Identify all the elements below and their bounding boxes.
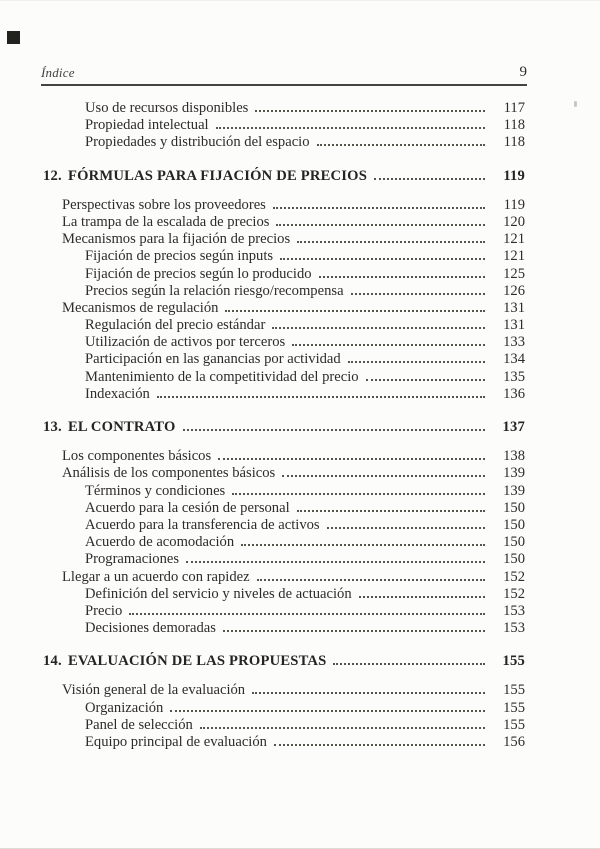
toc-row: [43, 419, 525, 436]
entry-label: Utilización de activos por terceros: [85, 334, 286, 351]
toc-row: [43, 448, 525, 465]
entry-label: Mantenimiento de la competitividad del precio: [85, 368, 359, 385]
entry-page: 118: [503, 117, 525, 134]
entry-page: 138: [503, 448, 525, 465]
dot-leader: [183, 429, 486, 431]
toc-row: [43, 117, 525, 134]
entry-page: 139: [503, 482, 525, 499]
toc-row: [43, 100, 525, 117]
entry-label: Propiedades y distribución del espacio: [85, 134, 310, 151]
entry-page: 120: [503, 213, 525, 230]
chapter-number: 14.: [43, 653, 62, 670]
toc-row: [43, 717, 525, 734]
toc-row: [43, 734, 525, 751]
entry-label: Propiedad intelectual: [85, 117, 209, 134]
entry-label: Perspectivas sobre los proveedores: [62, 196, 266, 213]
dot-leader: [317, 144, 485, 146]
toc-row: [43, 517, 525, 534]
dot-leader: [274, 744, 485, 746]
dot-leader: [186, 561, 485, 563]
entry-label: Equipo principal de evaluación: [85, 734, 267, 750]
toc-row: [43, 682, 525, 699]
dot-leader: [129, 613, 485, 615]
entry-page: 155: [503, 716, 525, 733]
corner-mark: [7, 31, 20, 44]
entry-label: La trampa de la escalada de precios: [62, 213, 270, 230]
dot-leader: [252, 692, 485, 694]
entry-label: Análisis de los componentes básicos: [62, 465, 276, 482]
dot-leader: [297, 510, 485, 512]
entry-label: EVALUACIÓN DE LAS PROPUESTAS: [68, 653, 327, 670]
dot-leader: [272, 327, 485, 329]
entry-label: Mecanismos de regulación: [62, 299, 219, 316]
chapter-number: 13.: [43, 419, 62, 435]
entry-page: 131: [503, 299, 525, 316]
toc-row: [43, 283, 525, 300]
entry-page: 150: [503, 516, 525, 533]
entry-page: 117: [503, 100, 525, 116]
entry-page: 152: [503, 585, 525, 602]
running-header: [41, 64, 527, 86]
entry-label: Programaciones: [85, 551, 180, 568]
entry-label: Términos y condiciones: [85, 482, 226, 499]
dot-leader: [218, 458, 485, 460]
toc-row: [43, 700, 525, 717]
dot-leader: [280, 258, 485, 260]
dot-leader: [333, 663, 485, 665]
toc-row: [43, 369, 525, 386]
entry-page: 150: [503, 499, 525, 516]
scan-speck: [574, 101, 577, 107]
entry-page: 125: [503, 265, 525, 282]
entry-page: 139: [503, 465, 525, 482]
toc-row: [43, 214, 525, 231]
dot-leader: [200, 727, 485, 729]
toc-row: [43, 586, 525, 603]
entry-label: Precios según la relación riesgo/recompensa: [85, 282, 344, 299]
toc-row: [43, 334, 525, 351]
entry-label: Uso de recursos disponibles: [85, 100, 249, 116]
entry-label: Acuerdo de acomodación: [85, 534, 235, 551]
entry-label: Decisiones demoradas: [85, 620, 216, 637]
entry-label: Precio: [85, 602, 123, 619]
toc-row: [43, 465, 525, 482]
entry-page: 119: [503, 196, 525, 213]
entry-page: 150: [503, 551, 525, 568]
entry-page: 150: [503, 534, 525, 551]
toc-row: [43, 386, 525, 403]
toc-row: [43, 300, 525, 317]
toc-row: [43, 351, 525, 368]
toc-row: [43, 653, 525, 670]
entry-label: Los componentes básicos: [62, 448, 212, 465]
running-title: Índice: [41, 65, 75, 80]
dot-leader: [282, 475, 485, 477]
entry-page: 119: [503, 167, 525, 184]
entry-page: 136: [503, 385, 525, 402]
toc-row: [43, 317, 525, 334]
dot-leader: [257, 579, 485, 581]
toc-row: [43, 231, 525, 248]
dot-leader: [241, 544, 485, 546]
dot-leader: [157, 396, 485, 398]
toc-row: [43, 197, 525, 214]
toc-row: [43, 620, 525, 637]
entry-page: 118: [503, 134, 525, 151]
toc-row: [43, 603, 525, 620]
entry-page: 155: [503, 699, 525, 716]
entry-page: 135: [503, 368, 525, 385]
entry-page: 155: [503, 682, 525, 699]
entry-page: 153: [503, 602, 525, 619]
entry-page: 134: [503, 351, 525, 368]
entry-page: 155: [502, 653, 525, 670]
entry-page: 131: [503, 317, 525, 334]
dot-leader: [374, 178, 485, 180]
dot-leader: [170, 710, 485, 712]
entry-page: 156: [503, 734, 525, 750]
entry-label: Regulación del precio estándar: [85, 317, 266, 334]
dot-leader: [232, 493, 485, 495]
dot-leader: [366, 379, 485, 381]
entry-label: Mecanismos para la fijación de precios: [62, 231, 291, 248]
entry-label: Definición del servicio y niveles de actuación: [85, 585, 352, 602]
dot-leader: [319, 276, 485, 278]
entry-label: Visión general de la evaluación: [62, 682, 246, 699]
dot-leader: [359, 596, 485, 598]
entry-label: Participación en las ganancias por actividad: [85, 351, 341, 368]
entry-label: Panel de selección: [85, 716, 193, 733]
entry-label: Fijación de precios según lo producido: [85, 265, 312, 282]
entry-page: 153: [503, 620, 525, 637]
entry-page: 133: [503, 334, 525, 351]
dot-leader: [273, 207, 485, 209]
entry-label: Organización: [85, 699, 164, 716]
dot-leader: [216, 127, 485, 129]
chapter-number: 12.: [43, 167, 62, 184]
entry-page: 121: [503, 248, 525, 265]
dot-leader: [327, 527, 485, 529]
entry-page: 137: [502, 419, 525, 435]
toc-row: [43, 569, 525, 586]
entry-label: Acuerdo para la transferencia de activos: [85, 516, 320, 533]
dot-leader: [276, 224, 485, 226]
dot-leader: [255, 110, 485, 112]
entry-label: Fijación de precios según inputs: [85, 248, 274, 265]
dot-leader: [225, 310, 485, 312]
toc-row: [43, 551, 525, 568]
toc-list: [43, 100, 525, 751]
dot-leader: [351, 293, 485, 295]
entry-page: 126: [503, 282, 525, 299]
toc-row: [43, 168, 525, 185]
entry-page: 121: [503, 231, 525, 248]
entry-label: Llegar a un acuerdo con rapidez: [62, 568, 250, 585]
toc-row: [43, 483, 525, 500]
entry-label: Acuerdo para la cesión de personal: [85, 499, 290, 516]
toc-row: [43, 134, 525, 151]
dot-leader: [348, 361, 485, 363]
page-number: 9: [519, 64, 527, 80]
dot-leader: [292, 344, 485, 346]
entry-label: FÓRMULAS PARA FIJACIÓN DE PRECIOS: [68, 167, 368, 184]
entry-label: EL CONTRATO: [68, 419, 176, 435]
entry-label: Indexación: [85, 385, 150, 402]
dot-leader: [297, 241, 485, 243]
dot-leader: [223, 630, 485, 632]
entry-page: 152: [503, 568, 525, 585]
toc-row: [43, 500, 525, 517]
toc-row: [43, 248, 525, 265]
toc-row: [43, 534, 525, 551]
toc-row: [43, 266, 525, 283]
